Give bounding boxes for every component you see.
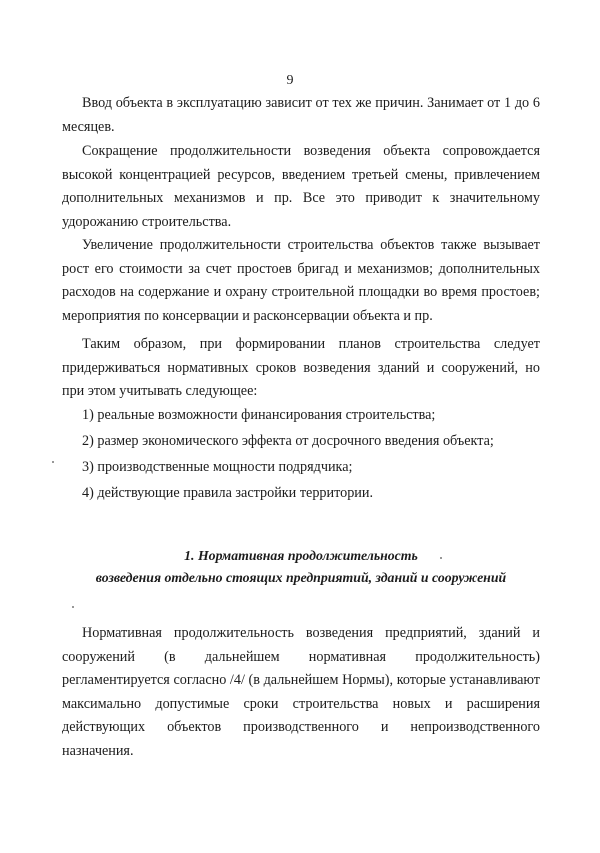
paragraph-normative-duration: Нормативная продолжительность возведения предприятий, зданий и сооружений (в дальнейшем нормативная продолжительность) регламентируется согласно /4/ (в дальнейшем Нормы), которые устанавливают максимально допустимые сроки строительства новых и расширения действующих объектов производственного и непроизводственного назначения. [62,625,540,759]
paragraph-reduction: Сокращение продолжительности возведения объекта сопровождается высокой концентрацией ресурсов, введением третьей смены, привлечением дополнительных механизмов и пр. Все это приводит к значительному удорожанию строительства. [62,143,540,230]
list-item: 3) производственные мощности подрядчика; [82,459,353,475]
section-heading-line1: 1. Нормативная продолжительность [184,548,418,563]
list-item: 2) размер экономического эффекта от досрочного введения объекта; [82,433,494,449]
paragraph-conclusion: Таким образом, при формировании планов строительства следует придерживаться нормативных сроков возведения зданий и сооружений, но при этом учитывать следующее: [62,336,540,399]
considerations-list [62,402,540,506]
paragraph-increase: Увеличение продолжительности строительства объектов также вызывает рост его стоимости за счет простоев бригад и механизмов; дополнительных расходов на содержание и охрану строительной площадки во время простоев; мероприятия по консервации и расконсервации объекта и пр. [62,237,540,324]
scan-speck [52,461,54,463]
scan-speck [72,606,74,608]
scan-speck [440,557,442,559]
paragraph-commissioning: Ввод объекта в эксплуатацию зависит от тех же причин. Занимает от 1 до 6 месяцев. [62,95,540,135]
page-number: 9 [286,73,294,88]
section-heading-line2: возведения отдельно стоящих предприятий, зданий и сооружений [95,570,507,585]
list-item: 4) действующие правила застройки территории. [82,485,374,501]
list-item: 1) реальные возможности финансирования строительства; [82,407,436,423]
